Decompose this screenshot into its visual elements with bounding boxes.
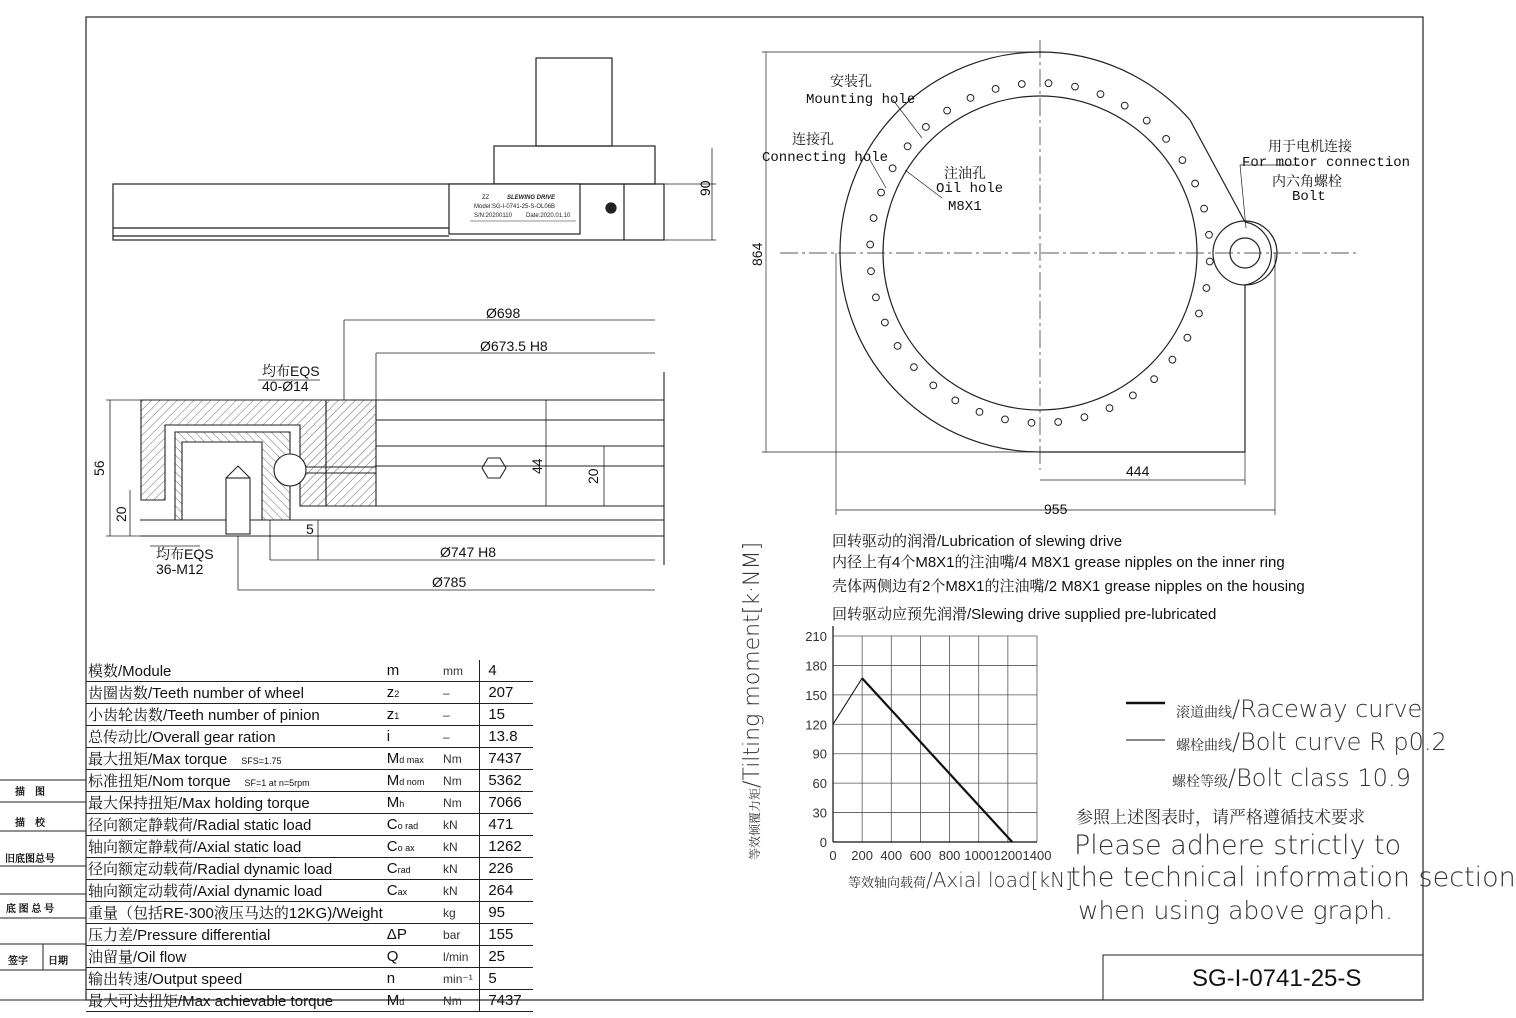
spec-symbol: ΔP bbox=[385, 924, 441, 946]
spec-symbol: Crad bbox=[385, 858, 441, 880]
raceway-curve bbox=[862, 678, 1012, 842]
spec-unit: Nm bbox=[441, 748, 480, 770]
mounting-hole bbox=[878, 189, 885, 196]
spec-unit: Nm bbox=[441, 792, 480, 814]
dim-955: 955 bbox=[1044, 501, 1068, 517]
mounting-hole bbox=[1179, 157, 1186, 164]
spec-value: 7437 bbox=[480, 990, 533, 1012]
mounting-hole bbox=[889, 165, 896, 172]
spec-symbol: Md nom bbox=[385, 770, 441, 792]
graph-legend bbox=[1126, 703, 1165, 740]
x-tick-label: 1400 bbox=[1022, 848, 1052, 863]
graph-ylabel: 等效倾覆力矩/Tilting moment[k·NM] bbox=[740, 541, 765, 860]
plan-view bbox=[762, 40, 1360, 515]
spec-row bbox=[86, 968, 533, 990]
spec-unit: – bbox=[441, 682, 480, 704]
spec-note: SF=1 at n=5rpm bbox=[244, 778, 310, 788]
spec-value: 5 bbox=[480, 968, 533, 990]
spec-unit: l/min bbox=[441, 946, 480, 968]
mounting-hole bbox=[1143, 117, 1150, 124]
eqs-bottom-en: 36-M12 bbox=[156, 561, 204, 577]
y-tick-label: 120 bbox=[805, 717, 827, 733]
side-label-base-no: 底 图 总 号 bbox=[5, 904, 55, 915]
spec-row bbox=[86, 946, 533, 968]
y-tick-label: 60 bbox=[812, 776, 827, 792]
spec-symbol: m bbox=[385, 660, 441, 682]
spec-unit: – bbox=[441, 726, 480, 748]
spec-label: 最大可达扭矩/Max achievable torque bbox=[86, 990, 385, 1012]
y-tick-label: 210 bbox=[805, 629, 827, 644]
dim-56: 56 bbox=[91, 460, 107, 476]
spec-symbol: i bbox=[385, 726, 441, 748]
dim-90: 90 bbox=[697, 180, 713, 196]
x-tick-label: 200 bbox=[851, 848, 873, 863]
spec-unit: – bbox=[441, 704, 480, 726]
spec-value: 471 bbox=[480, 814, 533, 836]
spec-symbol bbox=[385, 902, 441, 924]
spec-note: SFS=1.75 bbox=[241, 756, 282, 766]
note-3: 壳体两侧边有2个M8X1的注油嘴/2 M8X1 grease nipples on the housing bbox=[832, 578, 1305, 595]
mounting-hole bbox=[1196, 310, 1203, 317]
mounting-hole bbox=[952, 397, 959, 404]
spec-value: 264 bbox=[480, 880, 533, 902]
bolt-curve bbox=[833, 678, 862, 724]
spec-table bbox=[86, 660, 533, 1012]
mounting-hole bbox=[1018, 81, 1025, 88]
x-tick-label: 400 bbox=[880, 848, 903, 863]
spec-symbol: Co rad bbox=[385, 814, 441, 836]
mounting-hole bbox=[1081, 414, 1088, 421]
nameplate-title: SLEWING DRIVE bbox=[507, 195, 556, 201]
spec-row bbox=[86, 836, 533, 858]
connecting-hole-zh: 连接孔 bbox=[792, 133, 834, 149]
tilting-moment-graph bbox=[805, 626, 1051, 863]
mounting-hole bbox=[1163, 136, 1170, 143]
spec-value: 7437 bbox=[480, 748, 533, 770]
mounting-hole bbox=[1097, 91, 1104, 98]
spec-row bbox=[86, 924, 533, 946]
dim-d673: Ø673.5 H8 bbox=[480, 338, 548, 354]
mounting-hole bbox=[1002, 416, 1009, 423]
mounting-hole bbox=[930, 382, 937, 389]
mounting-hole bbox=[870, 215, 877, 222]
side-label-old-no: 旧底图总号 bbox=[5, 854, 55, 865]
spec-symbol: z1 bbox=[385, 704, 441, 726]
graph-advice-en-3: when using above graph. bbox=[1078, 896, 1393, 925]
spec-unit: kN bbox=[441, 836, 480, 858]
side-label-check: 描 校 bbox=[15, 818, 45, 829]
mounting-hole bbox=[1201, 205, 1208, 212]
spec-label: 总传动比/Overall gear ration bbox=[86, 726, 385, 748]
mounting-hole bbox=[1169, 356, 1176, 363]
spec-row bbox=[86, 902, 533, 924]
spec-row bbox=[86, 660, 533, 682]
spec-label: 最大扭矩/Max torque SFS=1.75 bbox=[86, 748, 385, 770]
mounting-hole bbox=[882, 319, 889, 326]
dim-864: 864 bbox=[749, 242, 765, 266]
nameplate-date: Date:2020.01.10 bbox=[526, 213, 571, 219]
spec-row bbox=[86, 880, 533, 902]
mounting-hole bbox=[1028, 419, 1035, 426]
spec-value: 155 bbox=[480, 924, 533, 946]
side-view bbox=[113, 58, 716, 240]
spec-value: 1262 bbox=[480, 836, 533, 858]
dim-444: 444 bbox=[1126, 463, 1150, 479]
eqs-bottom-zh: 均布EQS bbox=[156, 546, 214, 562]
spec-unit: kg bbox=[441, 902, 480, 924]
graph-advice-en-1: Please adhere strictly to bbox=[1074, 830, 1402, 861]
mounting-hole bbox=[1151, 376, 1158, 383]
spec-row bbox=[86, 792, 533, 814]
mounting-hole bbox=[976, 409, 983, 416]
spec-row bbox=[86, 704, 533, 726]
spec-value: 207 bbox=[480, 682, 533, 704]
oil-hole-zh: 注油孔 bbox=[944, 167, 986, 183]
eqs-top-en: 40-Ø14 bbox=[262, 378, 309, 394]
x-tick-label: 600 bbox=[909, 848, 932, 863]
spec-row bbox=[86, 814, 533, 836]
spec-value: 5362 bbox=[480, 770, 533, 792]
mounting-hole-en: Mounting hole bbox=[806, 92, 916, 108]
spec-label: 最大保持扭矩/Max holding torque bbox=[86, 792, 385, 814]
spec-unit: kN bbox=[441, 814, 480, 836]
spec-symbol: Cax bbox=[385, 880, 441, 902]
spec-value: 15 bbox=[480, 704, 533, 726]
mounting-hole bbox=[873, 294, 880, 301]
dim-5: 5 bbox=[306, 521, 314, 537]
spec-label: 油留量/Oil flow bbox=[86, 946, 385, 968]
dim-44: 44 bbox=[529, 458, 545, 474]
x-tick-label: 0 bbox=[829, 848, 837, 863]
note-2: 内径上有4个M8X1的注油嘴/4 M8X1 grease nipples on the inner ring bbox=[832, 554, 1285, 571]
spec-label: 径向额定动载荷/Radial dynamic load bbox=[86, 858, 385, 880]
mounting-hole bbox=[1072, 83, 1079, 90]
dim-d785: Ø785 bbox=[432, 574, 467, 590]
y-tick-label: 0 bbox=[819, 835, 827, 850]
motor-zh: 用于电机连接 bbox=[1268, 140, 1352, 156]
spec-label: 模数/Module bbox=[86, 660, 385, 682]
note-4: 回转驱动应预先润滑/Slewing drive supplied pre-lubricated bbox=[832, 606, 1217, 623]
spec-row bbox=[86, 770, 533, 792]
mounting-hole bbox=[1206, 258, 1213, 265]
dim-20-left: 20 bbox=[113, 506, 129, 522]
spec-unit: kN bbox=[441, 858, 480, 880]
oil-hole-size: M8X1 bbox=[948, 199, 982, 215]
mounting-hole bbox=[904, 143, 911, 150]
y-tick-label: 150 bbox=[805, 687, 827, 703]
spec-symbol: Mh bbox=[385, 792, 441, 814]
bolt-zh: 内六角螺栓 bbox=[1272, 175, 1342, 191]
spec-value: 13.8 bbox=[480, 726, 533, 748]
y-tick-label: 30 bbox=[812, 805, 827, 821]
spec-label: 输出转速/Output speed bbox=[86, 968, 385, 990]
spec-unit: bar bbox=[441, 924, 480, 946]
spec-symbol: n bbox=[385, 968, 441, 990]
spec-unit: Nm bbox=[441, 770, 480, 792]
mounting-hole bbox=[1055, 419, 1062, 426]
motor-en: For motor connection bbox=[1242, 155, 1411, 171]
dim-d747: Ø747 H8 bbox=[440, 544, 497, 560]
mounting-hole bbox=[923, 124, 930, 131]
connecting-hole-en: Connecting hole bbox=[762, 150, 889, 166]
nameplate-model: Model:SG-I-0741-25-S-OL06B bbox=[474, 204, 556, 210]
nameplate-brand: ZZ bbox=[482, 195, 490, 201]
mounting-hole bbox=[1206, 231, 1213, 238]
eqs-top-zh: 均布EQS bbox=[262, 363, 320, 379]
spec-symbol: Md bbox=[385, 990, 441, 1012]
spec-label: 轴向额定动载荷/Axial dynamic load bbox=[86, 880, 385, 902]
spec-unit: min⁻¹ bbox=[441, 968, 480, 990]
legend-raceway-label: 滚道曲线/Raceway curve bbox=[1176, 695, 1423, 723]
spec-symbol: Md max bbox=[385, 748, 441, 770]
side-label-sign-date: 签字 日期 bbox=[8, 956, 68, 967]
spec-row bbox=[86, 682, 533, 704]
spec-symbol: Co ax bbox=[385, 836, 441, 858]
nameplate-serial: S/N:20200110 bbox=[474, 213, 512, 219]
note-1: 回转驱动的润滑/Lubrication of slewing drive bbox=[832, 533, 1123, 550]
mounting-hole-zh: 安装孔 bbox=[830, 75, 872, 91]
graph-advice-zh: 参照上述图表时，请严格遵循技术要求 bbox=[1076, 808, 1365, 828]
mounting-hole bbox=[911, 364, 918, 371]
drawing-number: SG-I-0741-25-S bbox=[1192, 965, 1362, 992]
spec-row bbox=[86, 726, 533, 748]
spec-value: 4 bbox=[480, 660, 533, 682]
mounting-hole bbox=[992, 86, 999, 93]
graph-xlabel: 等效轴向载荷/Axial load[kN] bbox=[848, 868, 1073, 892]
mounting-hole bbox=[944, 107, 951, 114]
spec-unit: mm bbox=[441, 660, 480, 682]
mounting-hole bbox=[1130, 392, 1137, 399]
mounting-hole bbox=[1045, 80, 1052, 87]
mounting-hole bbox=[868, 268, 875, 275]
mounting-hole bbox=[967, 95, 974, 102]
spec-row bbox=[86, 748, 533, 770]
spec-symbol: Q bbox=[385, 946, 441, 968]
mounting-hole bbox=[867, 241, 874, 248]
spec-value: 7066 bbox=[480, 792, 533, 814]
x-tick-label: 800 bbox=[938, 848, 961, 863]
spec-label: 径向额定静载荷/Radial static load bbox=[86, 814, 385, 836]
mounting-hole bbox=[1203, 285, 1210, 292]
dim-20-right: 20 bbox=[585, 468, 601, 484]
mounting-hole bbox=[1106, 405, 1113, 412]
x-tick-label: 1000 bbox=[964, 848, 994, 863]
oil-hole-en: Oil hole bbox=[936, 181, 1004, 197]
mounting-hole bbox=[1184, 334, 1191, 341]
side-label-draw: 描 图 bbox=[15, 787, 45, 798]
x-tick-label: 1200 bbox=[993, 848, 1023, 863]
bolt-class-label: 螺栓等级/Bolt class 10.9 bbox=[1172, 764, 1411, 792]
spec-label: 标准扭矩/Nom torque SF=1 at n=5rpm bbox=[86, 770, 385, 792]
spec-unit: Nm bbox=[441, 990, 480, 1012]
legend-bolt-label: 螺栓曲线/Bolt curve R p0.2 bbox=[1176, 728, 1447, 756]
spec-row bbox=[86, 990, 533, 1012]
dim-d698: Ø698 bbox=[486, 305, 521, 321]
bolt-en: Bolt bbox=[1292, 189, 1326, 205]
spec-label: 轴向额定静载荷/Axial static load bbox=[86, 836, 385, 858]
spec-label: 重量（包括RE-300液压马达的12KG)/Weight bbox=[86, 902, 385, 924]
mounting-hole bbox=[1192, 180, 1199, 187]
y-tick-label: 180 bbox=[805, 658, 827, 674]
mounting-hole bbox=[1121, 102, 1128, 109]
mounting-hole bbox=[894, 343, 901, 350]
spec-value: 226 bbox=[480, 858, 533, 880]
y-tick-label: 90 bbox=[812, 746, 827, 762]
spec-row bbox=[86, 858, 533, 880]
spec-label: 齿圈齿数/Teeth number of wheel bbox=[86, 682, 385, 704]
spec-unit: kN bbox=[441, 880, 480, 902]
spec-symbol: z2 bbox=[385, 682, 441, 704]
spec-label: 压力差/Pressure differential bbox=[86, 924, 385, 946]
spec-value: 95 bbox=[480, 902, 533, 924]
spec-label: 小齿轮齿数/Teeth number of pinion bbox=[86, 704, 385, 726]
graph-advice-en-2: the technical information section bbox=[1070, 862, 1516, 893]
spec-value: 25 bbox=[480, 946, 533, 968]
